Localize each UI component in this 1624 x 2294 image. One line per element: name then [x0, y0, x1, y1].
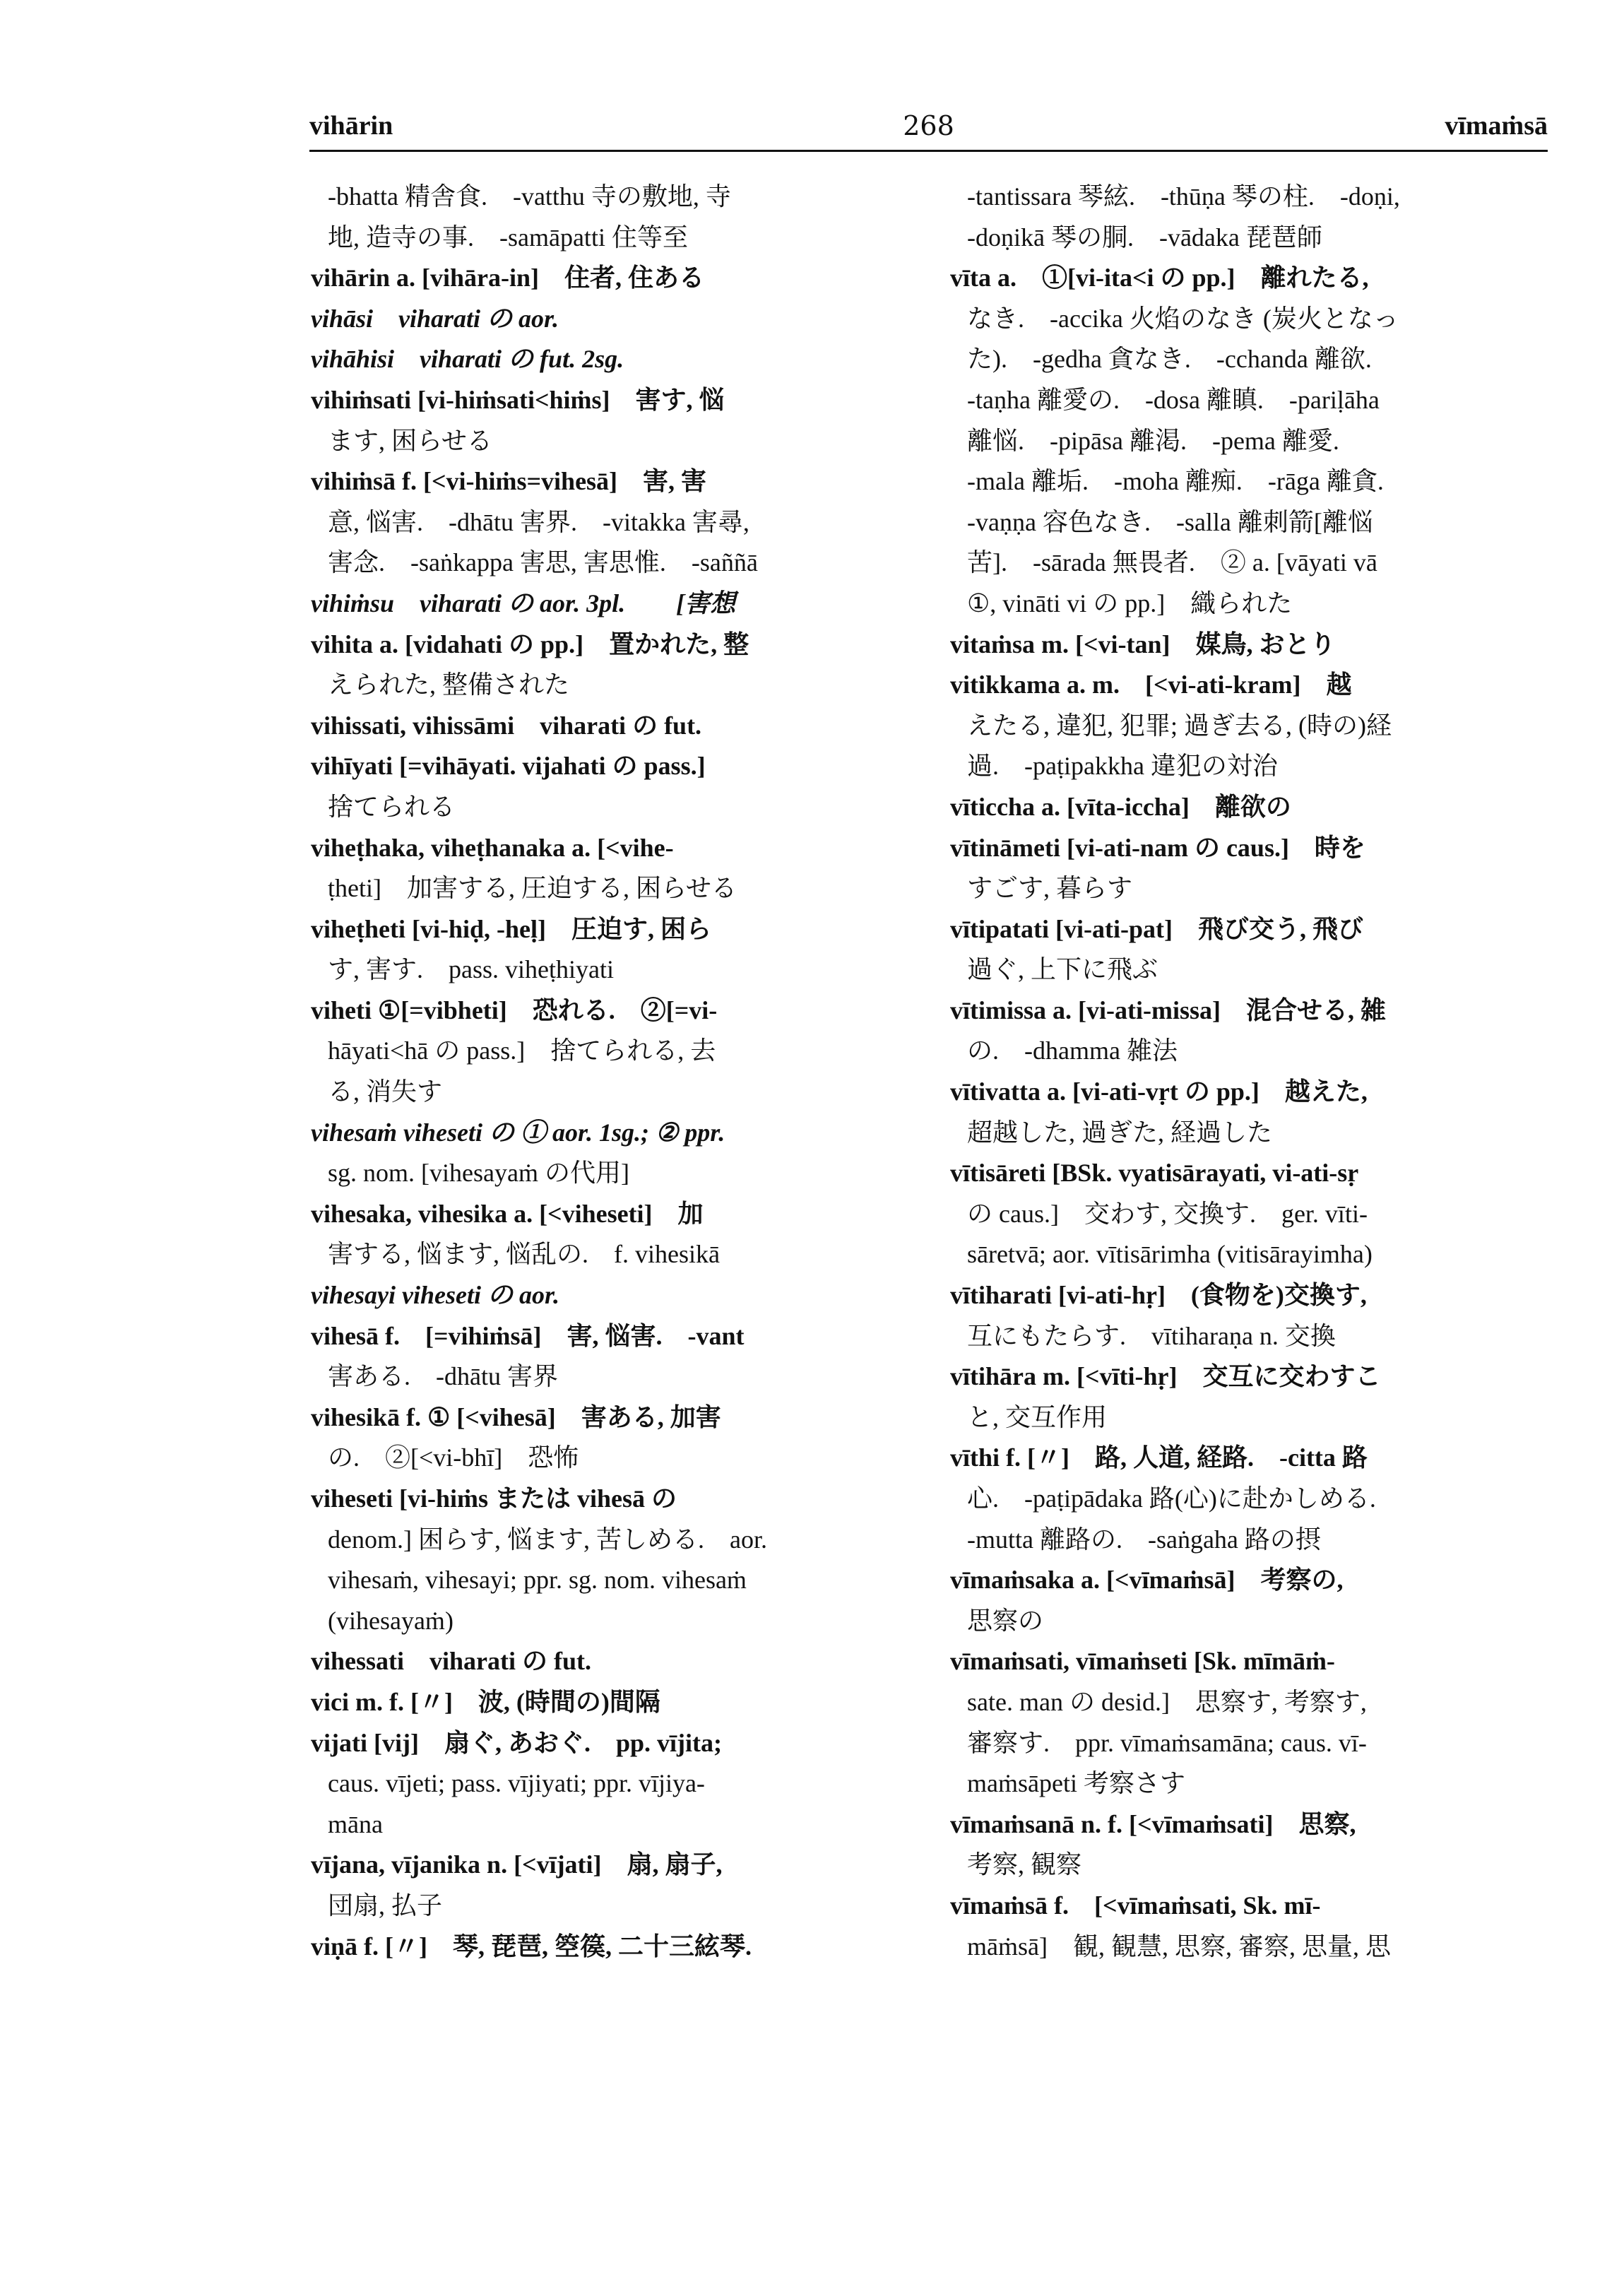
entry-continuation-line: る, 消失す [328, 1077, 443, 1106]
entry-headword-line: vītisāreti [BSk. vyatisārayati, vi-ati-sṛ [950, 1159, 1359, 1188]
entry-continuation-line: caus. vījeti; pass. vījiyati; ppr. vījiya- [328, 1769, 705, 1798]
entry-continuation-line: 離悩. -pipāsa 離渇. -pema 離愛. [967, 426, 1339, 455]
entry-continuation-line: 意, 悩害. -dhātu 害界. -vitakka 害尋, [328, 507, 749, 536]
entry-continuation-line: の. ②[<vi-bhī] 恐怖 [328, 1443, 579, 1472]
entry-headword-line: viheseti [vi-hiṁs または vihesā の [311, 1484, 677, 1513]
entry-continuation-line: 団扇, 払子 [328, 1891, 443, 1920]
entry-headword-line: vīmaṁsanā n. f. [<vīmaṁsati] 思察, [950, 1809, 1356, 1838]
entry-headword-line: vītimissa a. [vi-ati-missa] 混合せる, 雑 [950, 995, 1386, 1024]
entry-headword-line: viheṭheti [vi-hiḍ, -heḷ] 圧迫す, 困ら [311, 914, 711, 943]
entry-continuation-line: えられた, 整備された [328, 670, 570, 699]
entry-headword-line: vīthi f. [〃] 路, 人道, 経路. -citta 路 [950, 1443, 1368, 1472]
entry-continuation-line: vihesaṁ, vihesayi; ppr. sg. nom. vihesaṁ [328, 1566, 747, 1595]
entry-headword-line: vihesaka, vihesika a. [<viheseti] 加 [311, 1199, 704, 1228]
entry-continuation-line: 害ある. -dhātu 害界 [328, 1362, 558, 1391]
entry-continuation-line: なき. -accika 火焰のなき (炭火となっ [967, 304, 1399, 333]
header-left-guide-word: vihārin [309, 111, 393, 141]
entry-headword-line: vihāsi viharati の aor. [311, 304, 559, 333]
entry-continuation-line: の. -dhamma 雑法 [967, 1036, 1178, 1065]
entry-headword-line: vihesaṁ viheseti の ① aor. 1sg.; ② ppr. [311, 1118, 725, 1147]
entry-headword-line: vihiṁsati [vi-hiṁsati<hiṁs] 害す, 悩 [311, 385, 725, 414]
entry-headword-line: vihārin a. [vihāra-in] 住者, 住ある [311, 264, 705, 292]
page-header [309, 106, 1548, 152]
entry-headword-line: vihesayi viheseti の aor. [311, 1281, 559, 1310]
entry-continuation-line: 害念. -saṅkappa 害思, 害思惟. -saññā [328, 548, 758, 577]
entry-headword-line: vīmaṁsā f. [<vīmaṁsati, Sk. mī- [950, 1891, 1321, 1920]
entry-headword-line: vihiṁsu viharati の aor. 3pl. [害想 [311, 589, 736, 617]
entry-headword-line: vītināmeti [vi-ati-nam の caus.] 時を [950, 833, 1365, 862]
entry-headword-line: vihīyati [=vihāyati. vijahati の pass.] [311, 752, 706, 781]
entry-continuation-line: えたる, 違犯, 犯罪; 過ぎ去る, (時の)経 [967, 711, 1392, 740]
entry-headword-line: vijati [vij] 扇ぐ, あおぐ. pp. vījita; [311, 1728, 722, 1757]
entry-continuation-line: 害する, 悩ます, 悩乱の. f. vihesikā [328, 1240, 720, 1269]
entry-headword-line: vitikkama a. m. [<vi-ati-kram] 越 [950, 670, 1352, 699]
entry-headword-line: vihesikā f. ① [<vihesā] 害ある, 加害 [311, 1402, 721, 1431]
entry-continuation-line: 苦]. -sārada 無畏者. ② a. [vāyati vā [967, 548, 1377, 577]
entry-continuation-line: 過ぐ, 上下に飛ぶ [967, 955, 1158, 984]
entry-continuation-line: -doṇikā 琴の胴. -vādaka 琵琶師 [967, 223, 1322, 252]
entry-continuation-line: 捨てられる [328, 792, 456, 821]
entry-continuation-line: の caus.] 交わす, 交換す. ger. vīti- [967, 1199, 1368, 1228]
entry-continuation-line: (vihesayaṁ) [328, 1606, 454, 1635]
entry-continuation-line: 審察す. ppr. vīmaṁsamāna; caus. vī- [967, 1728, 1367, 1757]
entry-continuation-line: -mala 離垢. -moha 離痴. -rāga 離貪. [967, 467, 1384, 496]
entry-headword-line: vīta a. ①[vi-ita<i の pp.] 離れたる, [950, 264, 1369, 292]
entry-headword-line: viheṭhaka, viheṭhanaka a. [<vihe- [311, 833, 674, 862]
entry-continuation-line: sate. man の desid.] 思察す, 考察す, [967, 1687, 1367, 1716]
entry-continuation-line: -tantissara 琴絃. -thūṇa 琴の柱. -doṇi, [967, 182, 1400, 211]
entry-headword-line: vihiṁsā f. [<vi-hiṁs=vihesā] 害, 害 [311, 467, 707, 496]
entry-continuation-line: 過. -paṭipakkha 違犯の対治 [967, 752, 1278, 781]
entry-headword-line: vici m. f. [〃] 波, (時間の)間隔 [311, 1687, 660, 1716]
entry-continuation-line: māna [328, 1809, 383, 1838]
entry-headword-line: vīmaṁsaka a. [<vīmaṁsā] 考察の, [950, 1566, 1344, 1595]
entry-continuation-line: māṁsā] 観, 観慧, 思察, 審察, 思量, 思 [967, 1932, 1391, 1961]
entry-continuation-line: -taṇha 離愛の. -dosa 離瞋. -pariḷāha [967, 385, 1380, 414]
left-column [311, 177, 890, 1967]
entry-headword-line: viṇā f. [〃] 琴, 琵琶, 箜篌, 二十三絃琴. [311, 1932, 752, 1961]
entry-continuation-line: 思察の [967, 1606, 1044, 1635]
entry-continuation-line: 考察, 観察 [967, 1850, 1082, 1879]
entry-continuation-line: す, 害す. pass. viheṭhiyati [328, 955, 614, 984]
entry-headword-line: vīmaṁsati, vīmaṁseti [Sk. mīmāṁ- [950, 1647, 1335, 1676]
page-number: 268 [903, 110, 954, 141]
entry-continuation-line: 心. -paṭipādaka 路(心)に赴かしめる. [967, 1484, 1376, 1513]
entry-headword-line: vitaṁsa m. [<vi-tan] 媒鳥, おとり [950, 629, 1336, 658]
entry-headword-line: viheti ①[=vibheti] 恐れる. ②[=vi- [311, 995, 718, 1024]
entry-continuation-line: すごす, 暮らす [967, 874, 1133, 903]
entry-continuation-line: -bhatta 精舎食. -vatthu 寺の敷地, 寺 [328, 182, 731, 211]
entry-continuation-line: -vaṇṇa 容色なき. -salla 離刺箭[離悩 [967, 507, 1373, 536]
entry-continuation-line: maṁsāpeti 考察さす [967, 1769, 1185, 1798]
entry-continuation-line: sg. nom. [vihesayaṁ の代用] [328, 1159, 629, 1188]
entry-headword-line: vīticcha a. [vīta-iccha] 離欲の [950, 792, 1291, 821]
entry-continuation-line: 地, 造寺の事. -samāpatti 住等至 [328, 223, 688, 252]
entry-headword-line: vījana, vījanika n. [<vījati] 扇, 扇子, [311, 1850, 723, 1879]
entry-continuation-line: 超越した, 過ぎた, 経過した [967, 1118, 1273, 1147]
entry-continuation-line: と, 交互作用 [967, 1402, 1108, 1431]
entry-continuation-line: -mutta 離路の. -saṅgaha 路の摂 [967, 1525, 1321, 1554]
entry-continuation-line: 互にもたらす. vītiharaṇa n. 交換 [967, 1321, 1336, 1350]
entry-headword-line: vihissati, vihissāmi viharati の fut. [311, 711, 702, 740]
entry-headword-line: vihessati viharati の fut. [311, 1647, 592, 1676]
header-right-guide-word: vīmaṁsā [1445, 111, 1548, 141]
entry-headword-line: vītipatati [vi-ati-pat] 飛び交う, 飛び [950, 914, 1363, 943]
entry-continuation-line: た). -gedha 貪なき. -cchanda 離欲. [967, 345, 1372, 374]
entry-headword-line: vihesā f. [=vihiṁsā] 害, 悩害. -vant [311, 1321, 745, 1350]
entry-continuation-line: ます, 困らせる [328, 426, 492, 455]
entry-continuation-line: hāyati<hā の pass.] 捨てられる, 去 [328, 1036, 716, 1065]
entry-headword-line: vītihāra m. [<vīti-hṛ] 交互に交わすこ [950, 1362, 1381, 1391]
entry-continuation-line: denom.] 困らす, 悩ます, 苦しめる. aor. [328, 1525, 767, 1554]
entry-headword-line: vihita a. [vidahati の pp.] 置かれた, 整 [311, 629, 749, 658]
entry-headword-line: vītivatta a. [vi-ati-vṛt の pp.] 越えた, [950, 1077, 1368, 1106]
entry-continuation-line: ṭheti] 加害する, 圧迫する, 困らせる [328, 874, 737, 903]
entry-headword-line: vītiharati [vi-ati-hṛ] (食物を)交換す, [950, 1281, 1367, 1310]
right-column [950, 177, 1551, 1967]
entry-continuation-line: ①, vināti vi の pp.] 織られた [967, 589, 1293, 617]
entry-continuation-line: sāretvā; aor. vītisārimha (vitisārayimha) [967, 1240, 1373, 1269]
entry-headword-line: vihāhisi viharati の fut. 2sg. [311, 345, 624, 374]
